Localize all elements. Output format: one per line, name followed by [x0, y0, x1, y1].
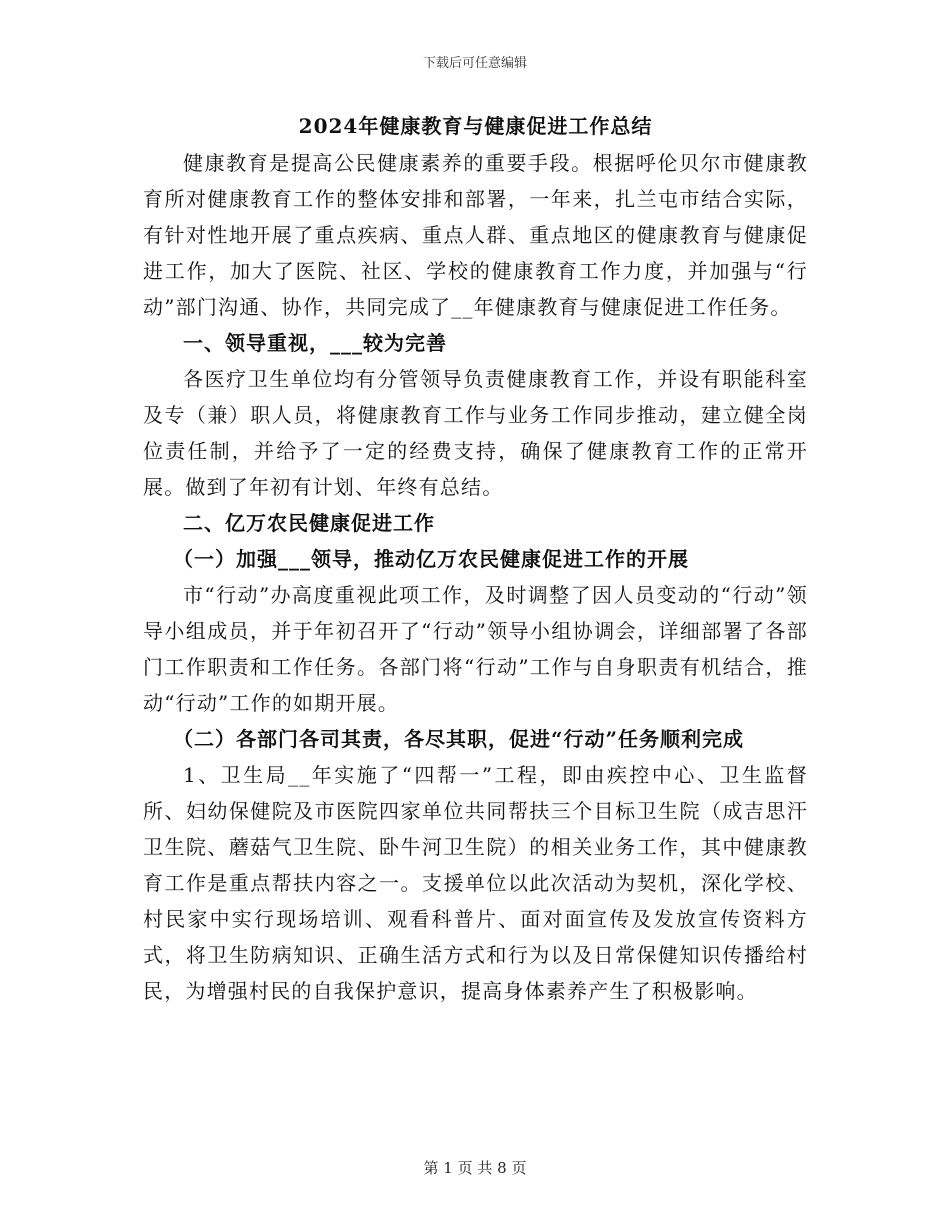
document-title: 2024年健康教育与健康促进工作总结	[298, 114, 653, 138]
document-body	[143, 110, 808, 1009]
subsection2-heading: （二）各部门各司其责，各尽其职，促进“行动”任务顺利完成	[173, 727, 745, 751]
section1-heading: 一、领导重视，___较为完善	[183, 331, 447, 355]
item1-paragraph: 1、卫生局__年实施了“四帮一”工程，即由疾控中心、卫生监督所、妇幼保健院及市医院四家单位共同帮扶三个目标卫生院（成吉思汗卫生院、蘑菇气卫生院、卧牛河卫生院）的相关业务工作，其中健康教育工作是重点帮扶内容之一。支援单位以此次活动为契机，深化学校、村民家中实行现场培训、观看科普片、面对面宣传及发放宣传资料方式，将卫生防病知识、正确生活方式和行为以及日常保健知识传播给村民，为增强村民的自我保护意识，提高身体素养产生了积极影响。	[143, 763, 808, 1003]
page-number: 第 1 页 共 8 页	[423, 1159, 527, 1177]
header-note: 下载后可任意编辑	[422, 56, 527, 71]
subsection1-heading: （一）加强___领导，推动亿万农民健康促进工作的开展	[173, 547, 689, 571]
section1-paragraph: 各医疗卫生单位均有分管领导负责健康教育工作，并设有职能科室及专（兼）职人员，将健康教育工作与业务工作同步推动，建立健全岗位责任制，并给予了一定的经费支持，确保了健康教育工作的正常开展。做到了年初有计划、年终有总结。	[143, 367, 808, 499]
section2-heading: 二、亿万农民健康促进工作	[183, 511, 435, 535]
subsection1-paragraph: 市“行动”办高度重视此项工作，及时调整了因人员变动的“行动”领导小组成员，并于年初召开了“行动”领导小组协调会，详细部署了各部门工作职责和工作任务。各部门将“行动”工作与自身职责有机结合，推动“行动”工作的如期开展。	[143, 583, 808, 715]
intro-paragraph: 健康教育是提高公民健康素养的重要手段。根据呼伦贝尔市健康教育所对健康教育工作的整体安排和部署，一年来，扎兰屯市结合实际，有针对性地开展了重点疾病、重点人群、重点地区的健康教育与健康促进工作，加大了医院、社区、学校的健康教育工作力度，并加强与“行动”部门沟通、协作，共同完成了__年健康教育与健康促进工作任务。	[143, 151, 808, 319]
